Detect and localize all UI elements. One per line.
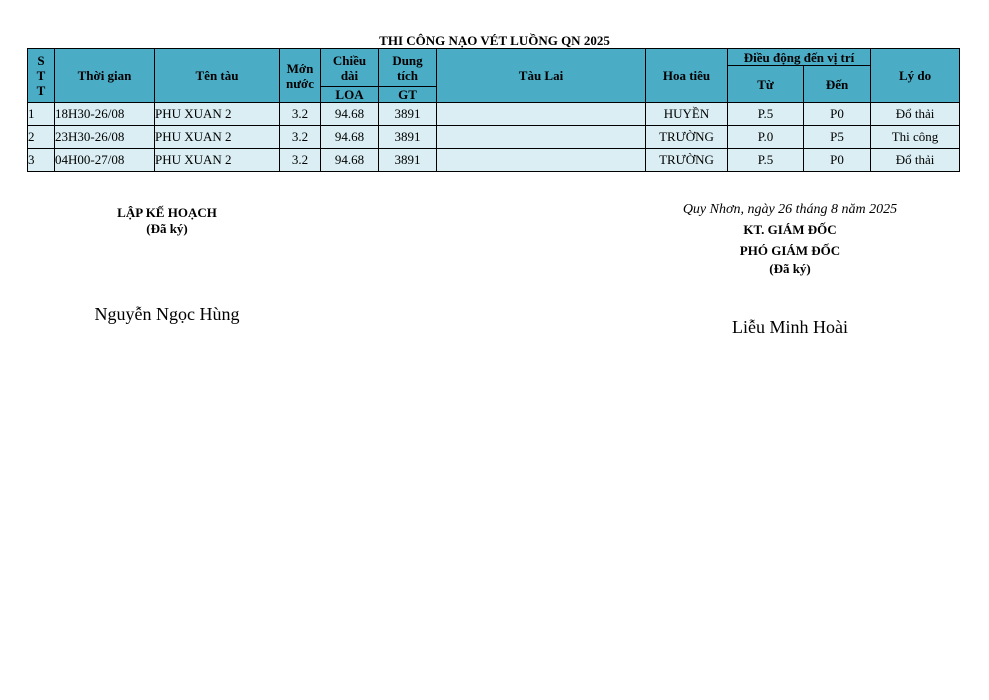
cell-from: P.5 — [728, 149, 804, 172]
director-name: Liễu Minh Hoài — [732, 317, 848, 337]
header-length: Chiều dài — [321, 49, 379, 87]
header-pilot: Hoa tiêu — [646, 49, 728, 103]
cell-capacity: 3891 — [379, 126, 437, 149]
cell-stt: 2 — [28, 126, 55, 149]
header-ship: Tên tàu — [155, 49, 280, 103]
place-date: Quy Nhơn, ngày 26 tháng 8 năm 2025 — [682, 202, 898, 217]
director-signed-note: (Đã ký) — [769, 261, 811, 276]
director-signature-block — [640, 201, 940, 277]
table-row — [28, 103, 960, 126]
header-capacity: Dung tích — [379, 49, 437, 87]
cell-pilot: TRƯỜNG — [646, 149, 728, 172]
cell-length: 94.68 — [321, 103, 379, 126]
cell-reason: Đổ thải — [871, 149, 960, 172]
cell-from: P.0 — [728, 126, 804, 149]
cell-stt: 3 — [28, 149, 55, 172]
planner-role: LẬP KẾ HOẠCH — [117, 205, 217, 220]
deputy-director-role: PHÓ GIÁM ĐỐC — [739, 243, 841, 258]
header-move-to: Đến — [804, 66, 871, 103]
cell-time: 23H30-26/08 — [55, 126, 155, 149]
header-tug: Tàu Lai — [437, 49, 646, 103]
cell-reason: Đổ thải — [871, 103, 960, 126]
cell-draft: 3.2 — [280, 103, 321, 126]
cell-to: P0 — [804, 149, 871, 172]
planner-signed-note: (Đã ký) — [146, 221, 188, 236]
cell-time: 18H30-26/08 — [55, 103, 155, 126]
cell-length: 94.68 — [321, 126, 379, 149]
cell-draft: 3.2 — [280, 149, 321, 172]
cell-tug — [437, 126, 646, 149]
cell-capacity: 3891 — [379, 103, 437, 126]
header-draft: Mớn nước — [280, 49, 321, 103]
director-role: KT. GIÁM ĐỐC — [743, 222, 837, 237]
cell-to: P0 — [804, 103, 871, 126]
document-title: THI CÔNG NẠO VÉT LUỒNG QN 2025 — [379, 33, 610, 48]
header-length-unit: LOA — [321, 87, 379, 103]
cell-capacity: 3891 — [379, 149, 437, 172]
cell-to: P5 — [804, 126, 871, 149]
schedule-table — [27, 48, 960, 172]
cell-from: P.5 — [728, 103, 804, 126]
cell-ship: PHU XUAN 2 — [155, 126, 280, 149]
header-reason: Lý do — [871, 49, 960, 103]
planner-name: Nguyễn Ngọc Hùng — [94, 304, 240, 324]
planner-signature-block — [67, 205, 267, 237]
table-row — [28, 126, 960, 149]
header-move-from: Từ — [728, 66, 804, 103]
header-time: Thời gian — [55, 49, 155, 103]
table-row — [28, 149, 960, 172]
cell-ship: PHU XUAN 2 — [155, 149, 280, 172]
header-stt: S T T — [28, 49, 55, 103]
cell-draft: 3.2 — [280, 126, 321, 149]
cell-stt: 1 — [28, 103, 55, 126]
cell-pilot: HUYỀN — [646, 103, 728, 126]
cell-tug — [437, 149, 646, 172]
cell-ship: PHU XUAN 2 — [155, 103, 280, 126]
header-move-group: Điều động đến vị trí — [728, 49, 871, 66]
cell-length: 94.68 — [321, 149, 379, 172]
cell-reason: Thi công — [871, 126, 960, 149]
cell-time: 04H00-27/08 — [55, 149, 155, 172]
header-capacity-unit: GT — [379, 87, 437, 103]
cell-pilot: TRƯỜNG — [646, 126, 728, 149]
cell-tug — [437, 103, 646, 126]
